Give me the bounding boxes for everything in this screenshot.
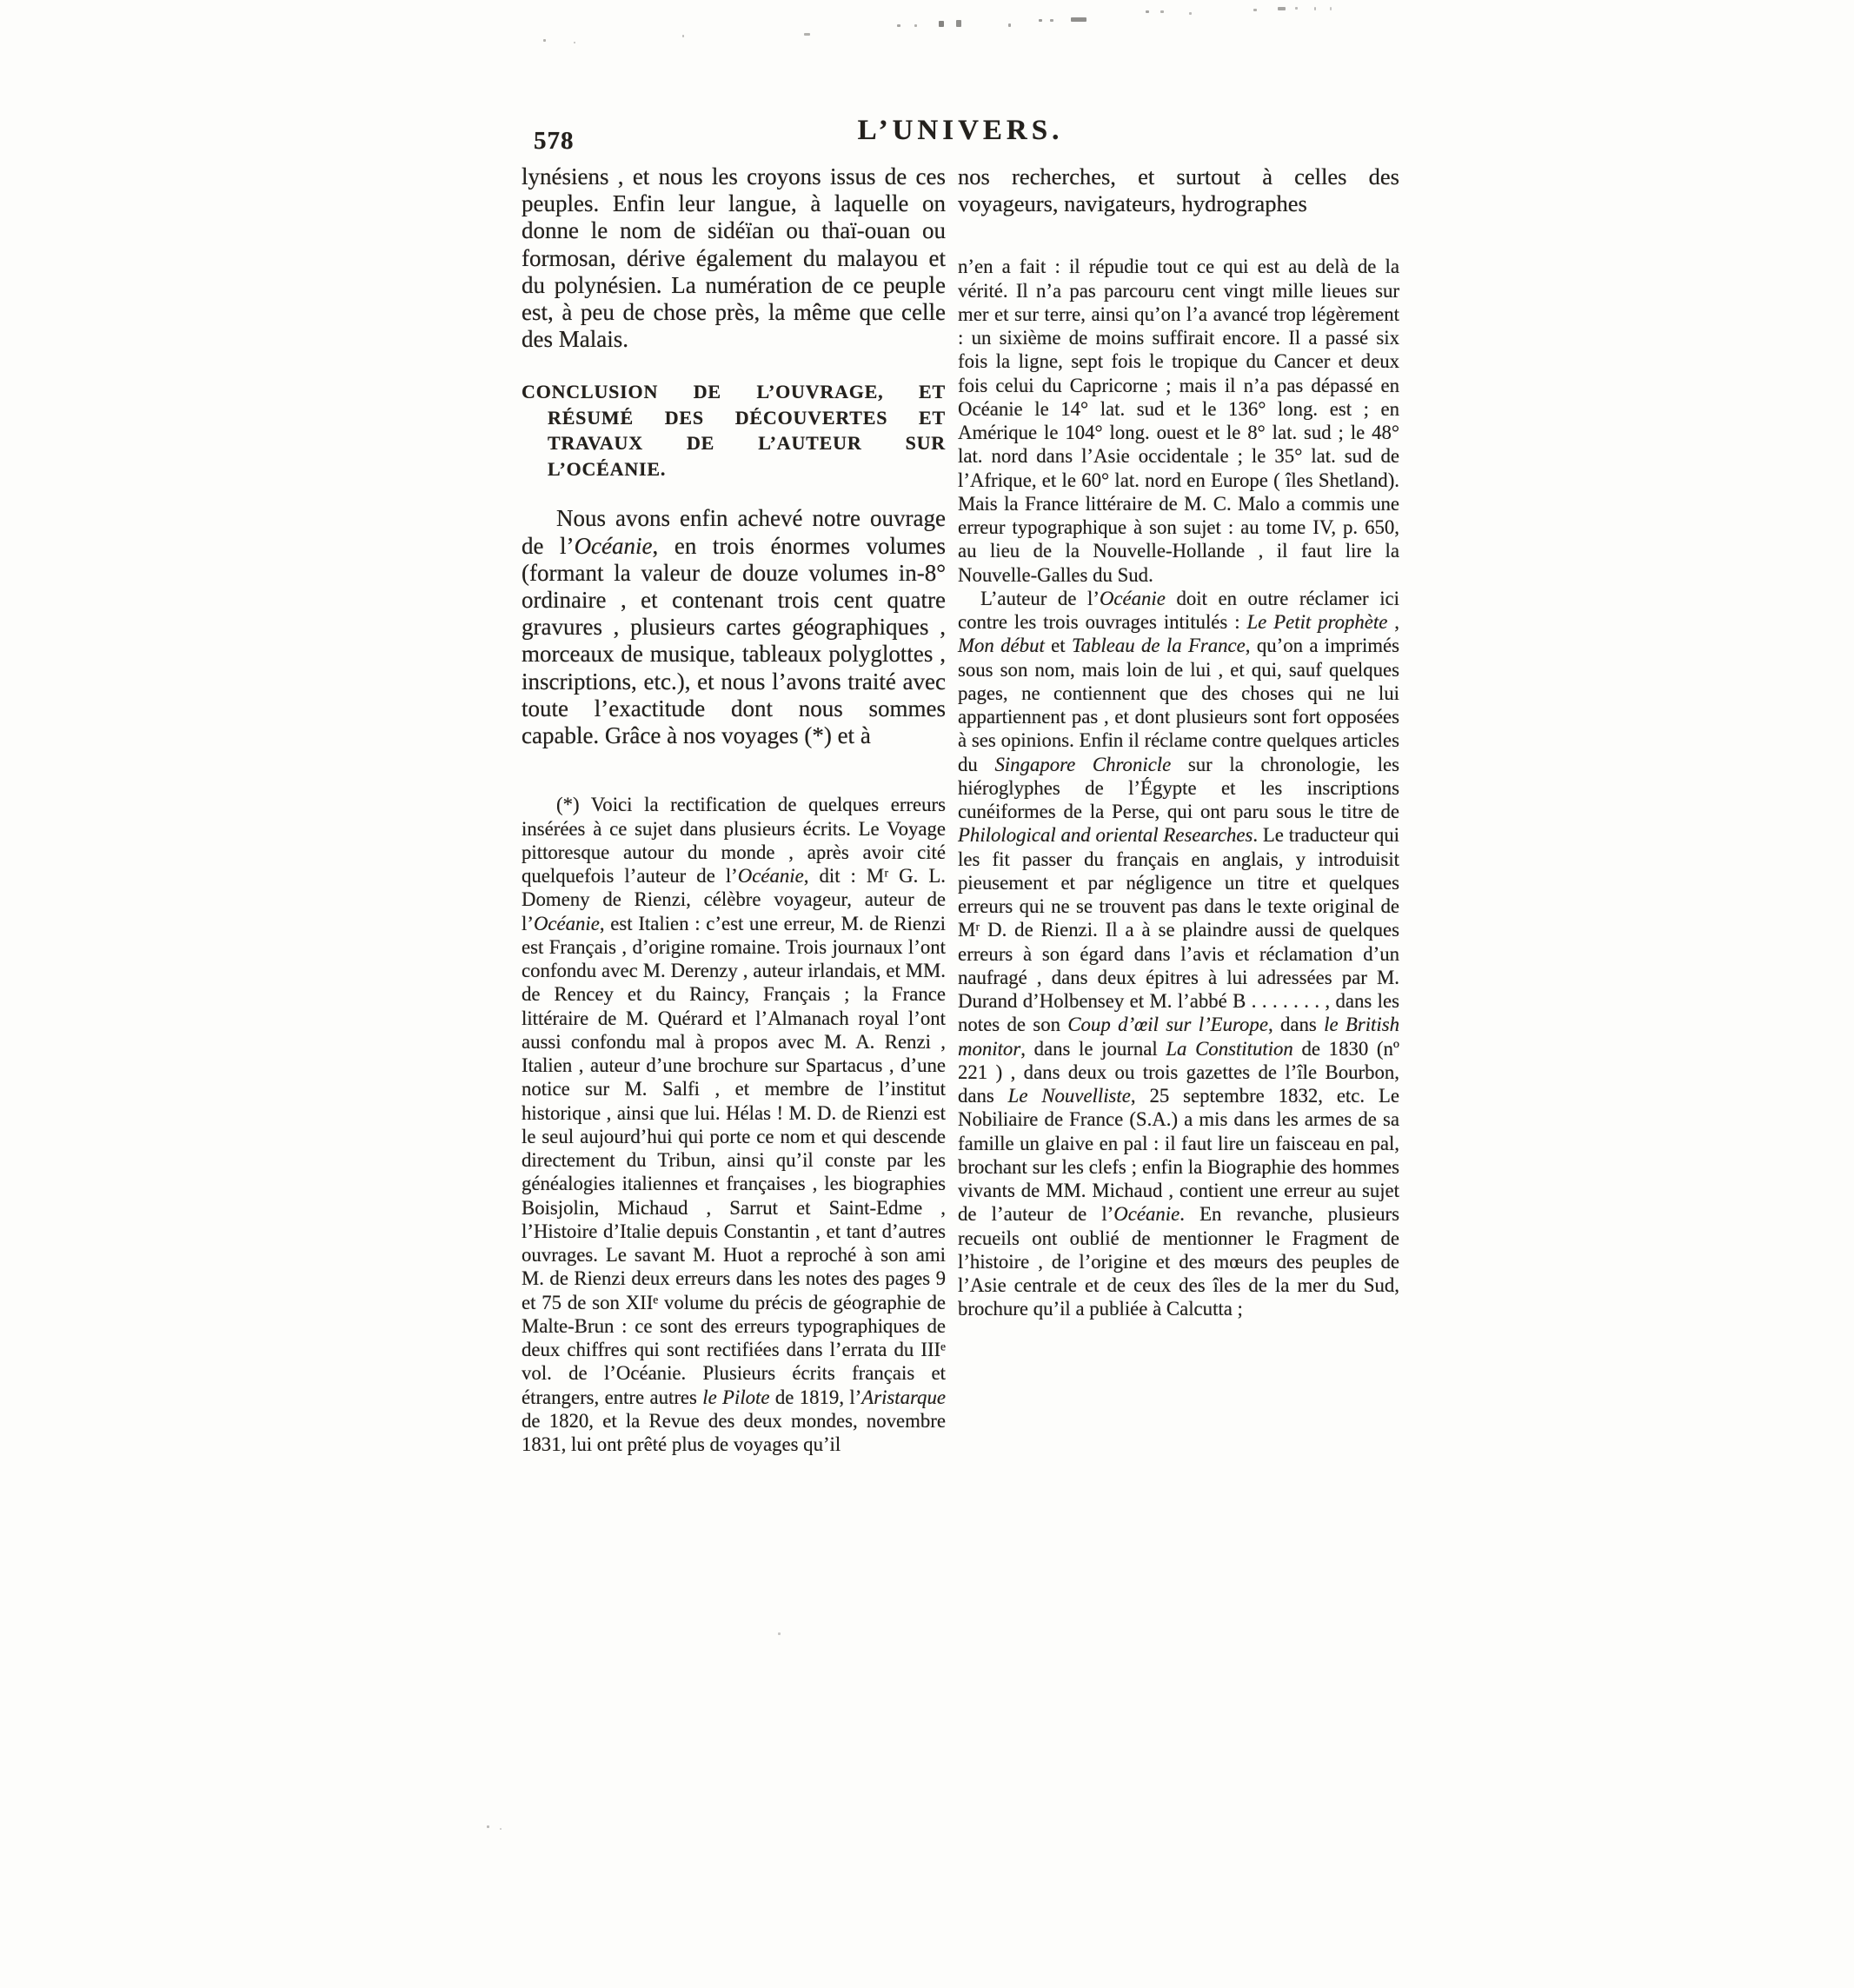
scan-speck — [574, 42, 575, 43]
right-column — [958, 163, 1399, 1321]
scan-speck — [804, 33, 810, 36]
page-number: 578 — [534, 127, 575, 155]
scan-speck — [1278, 7, 1286, 10]
scan-speck — [1071, 17, 1086, 22]
scan-speck — [1146, 10, 1149, 13]
footnote-paragraph-2: L’auteur de l’Océanie doit en outre réclamer ici contre les trois ouvrages intitulés : Le Petit prophète , Mon début et Tableau de la France, qu’on a imprimés sous son nom, mais loin de lui , et qui, sauf quelques pages, ne contiennent que des choses qui ne lui appartiennent pas , et dont plusieurs sont fort opposées à ses opinions. Enfin il réclame contre quelques articles du Singapore Chronicle sur la chronologie, les hiéroglyphes de l’Égypte et les inscriptions cunéiformes de la Perse, qui ont paru sous le titre de Philological and oriental Researches. Le traducteur qui les fit passer du français en anglais, y introduisit pieusement et par négligence un titre et quelques erreurs qui ne se trouvent pas dans le texte original de Mʳ D. de Rienzi. Il a à se plaindre aussi de quelques erreurs à son égard dans l’avis et réclamation d’un naufragé , dans deux épitres à lui adressées par M. Durand d’Holbensey et M. l’abbé B . . . . . . . , dans les notes de son Coup d’œil sur l’Europe, dans le British monitor, dans le journal La Constitution de 1830 (nº 221 ) , dans deux ou trois gazettes de l’île Bourbon, dans Le Nouvelliste, 25 septembre 1832, etc. Le Nobiliaire de France (S.A.) a mis dans les armes de sa famille un glaive en pal : il faut lire un faisceau en pal, brochant sur les clefs ; enfin la Biographie des hommes vivants de MM. Michaud , contient une erreur au sujet de l’auteur de l’Océanie. En revanche, plusieurs recueils ont oublié de mentionner le Fragment de l’histoire , de l’origine et des mœurs des peuples de l’Asie centrale et de ceux des îles de la mer du Sud, brochure qu’il a publiée à Calcutta ; — [958, 587, 1399, 1320]
scan-speck — [487, 1825, 489, 1828]
continuation-paragraph: lynésiens , et nous les croyons issus de ces peuples. Enfin leur langue, à laquelle on donne le nom de sidéïan ou thaï-ouan ou formosan, dérive également du malayou et du polynésien. La numération de ce peuple est, à peu de chose près, la même que celle des Malais. — [522, 163, 946, 353]
scan-speck — [1050, 19, 1053, 22]
scan-speck — [956, 20, 961, 27]
scan-speck — [1160, 10, 1164, 13]
scan-speck — [1330, 7, 1332, 10]
scan-speck — [1295, 7, 1298, 10]
scan-speck — [1314, 7, 1316, 10]
running-title: L’UNIVERS. — [857, 115, 1064, 146]
body-continuation: nos recherches, et surtout à celles des voyageurs, navigateurs, hydrographes — [958, 163, 1399, 217]
scan-speck — [1039, 19, 1042, 22]
scan-speck — [1008, 23, 1011, 27]
scan-speck — [914, 24, 917, 27]
footnote-continuation: n’en a fait : il répudie tout ce qui est au delà de la vérité. Il n’a pas parcouru cent vingt mille lieues sur mer et sur terre, ainsi qu’on l’a avancé trop légèrement : un sixième de moins suffirait encore. Il a passé six fois la ligne, sept fois le tropique du Cancer et deux fois celui du Capricorne ; mais il n’a pas dépassé en Océanie le 14° lat. sud et le 136° long. est ; en Amérique le 104° long. ouest et le 8° lat. sud ; le 48° lat. nord dans l’Asie occidentale ; le 35° lat. sud de l’Afrique, et le 60° lat. nord en Europe ( îles Shetland). Mais la France littéraire de M. C. Malo a commis une erreur typographique à son sujet : au tome IV, p. 650, au lieu de la Nouvelle-Hollande , il faut lire la Nouvelle-Galles du Sud. — [958, 256, 1399, 586]
scan-speck — [543, 39, 546, 42]
left-column — [522, 163, 946, 1456]
body-paragraph: Nous avons enfin achevé notre ouvrage de l’Océanie, en trois énormes volumes (formant la valeur de douze volumes in-8° ordinaire , et contenant trois cent quatre gravures , plusieurs cartes géographiques , morceaux de musique, tableaux polyglottes , inscriptions, etc.), et nous l’avons traité avec toute l’exactitude dont nous sommes capable. Grâce à nos voyages (*) et à — [522, 505, 947, 749]
scan-speck — [897, 24, 900, 27]
scan-speck — [500, 1828, 502, 1830]
section-heading: CONCLUSION DE L’OUVRAGE, ET RÉSUMÉ DES DÉCOUVERTES ET TRAVAUX DE L’AUTEUR SUR L’OCÉANIE. — [522, 381, 946, 480]
scan-speck — [939, 21, 944, 27]
scan-speck — [682, 35, 684, 37]
footnote-paragraph: (*) Voici la rectification de quelques erreurs insérées à ce sujet dans plusieurs écrits. Le Voyage pittoresque autour du monde , après avoir cité quelquefois l’auteur de l’Océanie, dit : Mʳ G. L. Domeny de Rienzi, célèbre voyageur, auteur de l’Océanie, est Italien : c’est une erreur, M. de Rienzi est Français , d’origine romaine. Trois journaux l’ont confondu avec M. Derenzy , auteur irlandais, et MM. de Rencey et du Raincy, Français ; la France littéraire de M. Quérard et l’Almanach royal l’ont aussi confondu mal à propos avec M. A. Renzi , Italien , auteur d’une brochure sur Spartacus , d’une notice sur M. Salfi , et membre de l’institut historique , ainsi que lui. Hélas ! M. D. de Rienzi est le seul aujourd’hui qui porte ce nom et qui descende directement du Tribun, ainsi qu’il conste par les généalogies italiennes et françaises , les biographies Boisjolin, Michaud , Sarrut et Saint-Edme , l’Histoire d’Italie depuis Constantin , et tant d’autres ouvrages. Le savant M. Huot a reproché à son ami M. de Rienzi deux erreurs dans les notes des pages 9 et 75 de son XIIᵉ volume du précis de géographie de Malte-Brun : ce sont des erreurs typographiques de deux chiffres qui sont rectifiées dans l’errata du IIIᵉ vol. de l’Océanie. Plusieurs écrits français et étrangers, entre autres le Pilote de 1819, l’Aristarque de 1820, et la Revue des deux mondes, novembre 1831, lui ont prêté plus de voyages qu’il — [522, 794, 946, 1455]
scan-speck — [778, 1632, 781, 1635]
scan-speck — [1189, 12, 1192, 15]
scan-speck — [1253, 9, 1257, 11]
